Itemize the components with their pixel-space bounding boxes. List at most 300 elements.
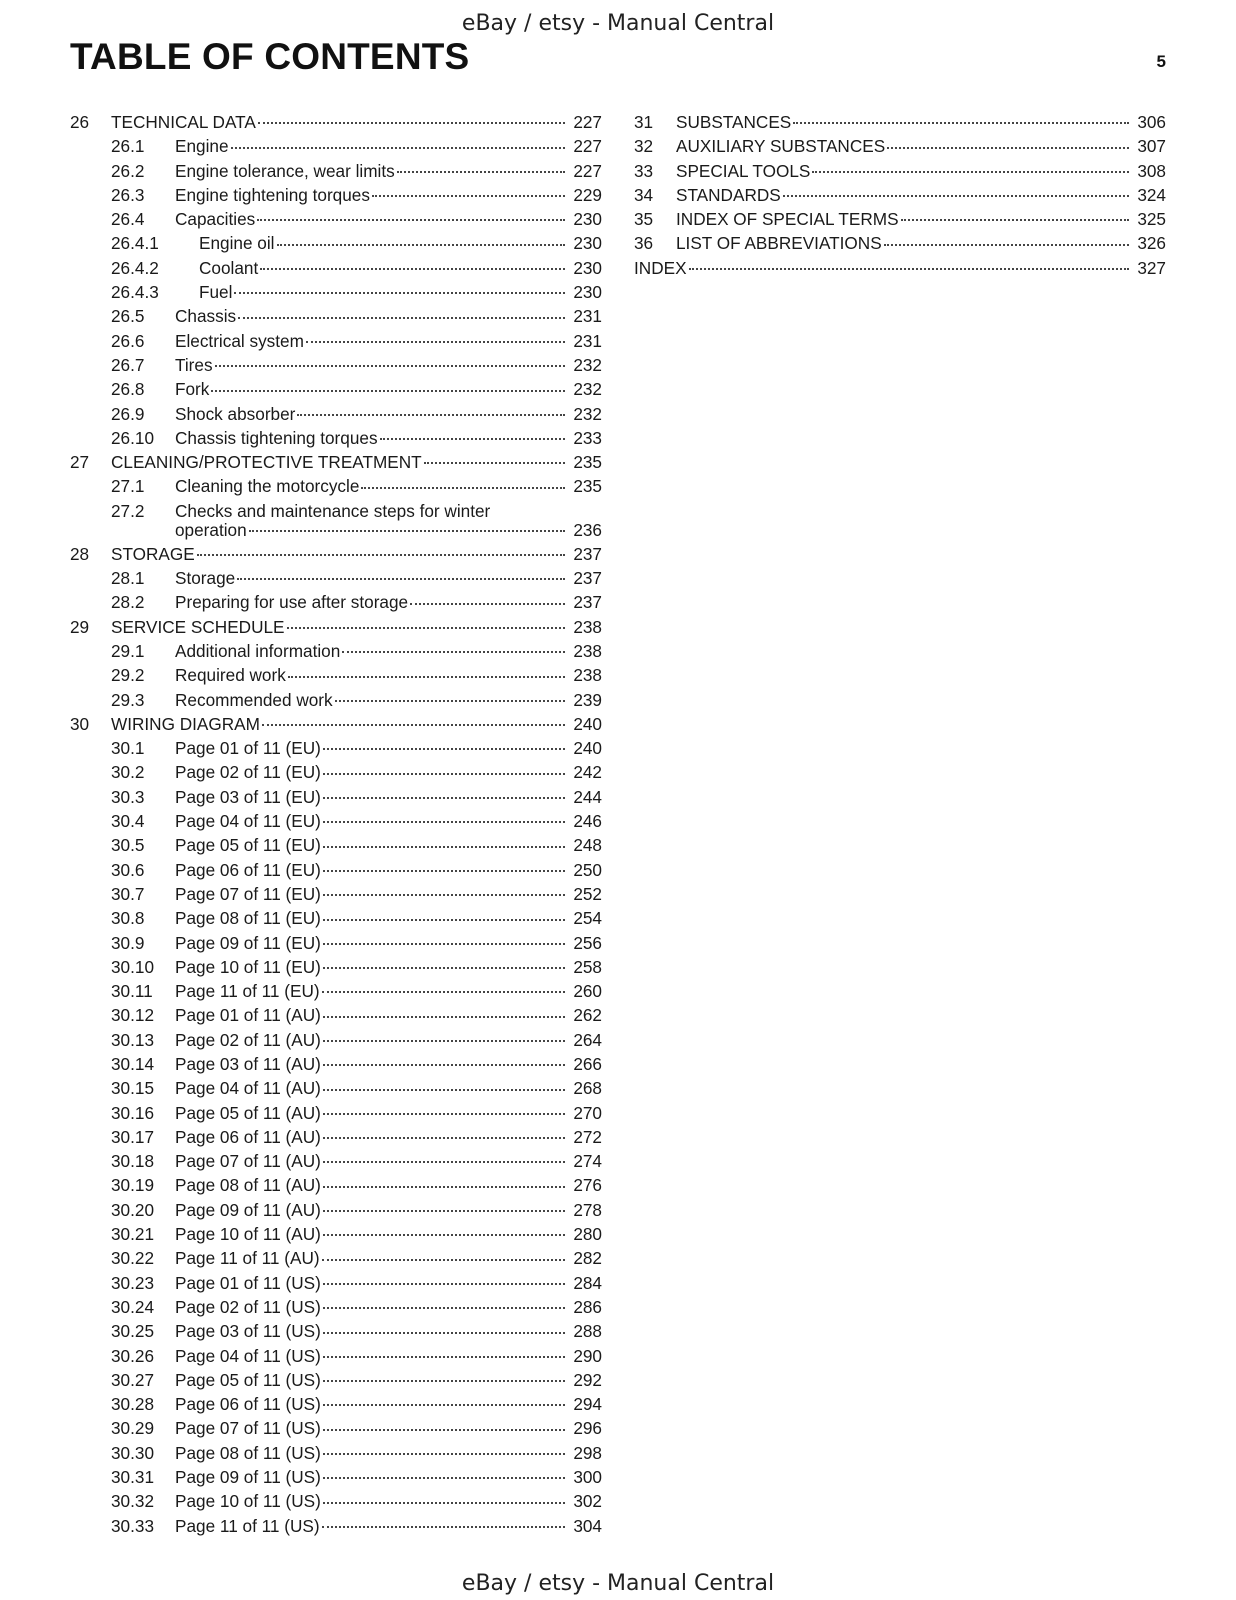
toc-entry-title: Engine — [175, 136, 229, 157]
dot-leader — [380, 437, 565, 440]
toc-entry-number: 30.31 — [111, 1467, 155, 1488]
toc-entry-page: 296 — [573, 1418, 602, 1439]
toc-entry[interactable] — [70, 712, 602, 736]
toc-entry[interactable] — [70, 1319, 602, 1343]
toc-entry-title: SUBSTANCES — [676, 112, 792, 132]
toc-entry-title: Page 11 of 11 (AU) — [175, 1248, 320, 1269]
toc-entry-title: Page 05 of 11 (US) — [175, 1369, 321, 1390]
toc-entry[interactable] — [70, 590, 602, 614]
toc-entry[interactable] — [70, 183, 602, 207]
toc-entry[interactable] — [70, 542, 602, 566]
toc-entry[interactable] — [634, 110, 1166, 134]
dot-leader — [257, 218, 565, 221]
toc-entry-title: Cleaning the motorcycle — [175, 476, 360, 497]
toc-entry-number: 30.17 — [111, 1126, 155, 1147]
toc-entry-title: operation — [175, 519, 247, 540]
toc-entry[interactable] — [70, 1465, 602, 1489]
toc-entry-title: Capacities — [175, 209, 256, 230]
toc-entry-page: 258 — [573, 956, 602, 977]
dot-leader — [323, 1136, 565, 1139]
dot-leader — [323, 918, 565, 921]
dot-leader — [323, 1015, 565, 1018]
toc-entry[interactable] — [70, 1028, 602, 1052]
dot-leader — [884, 243, 1129, 246]
toc-entry-title: Page 03 of 11 (US) — [175, 1321, 321, 1342]
toc-entry[interactable] — [70, 566, 602, 590]
dot-leader — [322, 1258, 565, 1261]
toc-entry-number: 30.26 — [111, 1345, 155, 1366]
toc-entry-page: 300 — [573, 1467, 602, 1488]
toc-entry-number: 26.4 — [111, 209, 145, 230]
toc-entry[interactable] — [70, 1149, 602, 1173]
toc-entry-page: 292 — [573, 1369, 602, 1390]
toc-entry-number: 34 — [634, 184, 654, 205]
toc-entry-title: CLEANING/PROTECTIVE TREATMENT — [111, 452, 422, 473]
toc-entry-page: 304 — [573, 1515, 602, 1536]
toc-entry-number: 30.16 — [111, 1102, 155, 1123]
toc-entry-page: 232 — [573, 379, 602, 400]
toc-entry-title-line1: Checks and maintenance steps for winter — [175, 500, 491, 521]
toc-entry-title: INDEX — [634, 257, 687, 278]
toc-entry-title: Page 02 of 11 (AU) — [175, 1029, 321, 1050]
toc-entry[interactable] — [70, 1003, 602, 1027]
dot-leader — [277, 243, 566, 246]
toc-entry[interactable] — [70, 1222, 602, 1246]
toc-entry-number: 30.15 — [111, 1078, 155, 1099]
dot-leader — [258, 121, 565, 124]
toc-entry[interactable] — [70, 760, 602, 784]
toc-entry-title: Storage — [175, 568, 236, 589]
toc-entry-title: Page 06 of 11 (AU) — [175, 1126, 321, 1147]
toc-entry[interactable] — [70, 979, 602, 1003]
toc-entry-page: 238 — [573, 640, 602, 661]
toc-entry-title: SPECIAL TOOLS — [676, 160, 811, 181]
toc-entry-number: 36 — [634, 233, 654, 254]
toc-entry-number: 30.5 — [111, 835, 145, 856]
toc-entry-page: 250 — [573, 859, 602, 880]
toc-entry-number: 26.2 — [111, 160, 145, 181]
toc-entry-number: 30.2 — [111, 762, 145, 783]
toc-entry[interactable] — [70, 353, 602, 377]
toc-entry-number: 30.8 — [111, 908, 145, 929]
toc-entry[interactable] — [70, 231, 602, 255]
toc-entry[interactable] — [70, 615, 602, 639]
toc-entry-title: WIRING DIAGRAM — [111, 713, 260, 734]
toc-entry-title: Engine tolerance, wear limits — [175, 160, 395, 181]
toc-entry-title: Shock absorber — [175, 403, 296, 424]
dot-leader — [231, 146, 565, 149]
toc-entry[interactable] — [70, 1416, 602, 1440]
toc-entry-page: 232 — [573, 354, 602, 375]
toc-entry-page: 282 — [573, 1248, 602, 1269]
dot-leader — [323, 1331, 565, 1334]
toc-entry-title: Fork — [175, 379, 210, 400]
toc-entry-title: TECHNICAL DATA — [111, 112, 256, 132]
toc-entry-title: Page 01 of 11 (EU) — [175, 738, 321, 759]
dot-leader — [215, 364, 565, 367]
toc-entry-number: 30.28 — [111, 1394, 155, 1415]
toc-entry-page: 288 — [573, 1321, 602, 1342]
toc-entry-number: 27.1 — [111, 476, 145, 497]
toc-entry[interactable] — [70, 1368, 602, 1392]
toc-entry[interactable] — [70, 1246, 602, 1270]
toc-entry-page: 326 — [1137, 233, 1166, 254]
toc-entry-page: 272 — [573, 1126, 602, 1147]
toc-entry-title: Page 11 of 11 (US) — [175, 1515, 320, 1536]
dot-leader — [689, 267, 1129, 270]
page-title: TABLE OF CONTENTS — [70, 36, 470, 77]
toc-entry-page: 242 — [573, 762, 602, 783]
dot-leader — [297, 413, 565, 416]
toc-entry-page: 227 — [573, 136, 602, 157]
toc-entry-page: 240 — [573, 738, 602, 759]
toc-entry-title: Page 08 of 11 (US) — [175, 1442, 321, 1463]
toc-entry-number: 30 — [70, 713, 90, 734]
toc-entry-number: 26.4.2 — [111, 257, 159, 278]
toc-entry-title: STANDARDS — [676, 184, 781, 205]
dot-leader — [323, 1452, 565, 1455]
dot-leader — [323, 1233, 565, 1236]
toc-entry[interactable] — [70, 809, 602, 833]
toc-entry-page: 230 — [573, 282, 602, 303]
toc-entry-number: 29 — [70, 616, 90, 637]
toc-entry[interactable] — [70, 1514, 602, 1538]
toc-entry-title: Page 04 of 11 (AU) — [175, 1078, 321, 1099]
toc-entry-page: 238 — [573, 665, 602, 686]
toc-entry-page: 230 — [573, 209, 602, 230]
toc-entry-number: 27.2 — [111, 500, 145, 521]
toc-entry-title: Page 07 of 11 (AU) — [175, 1151, 321, 1172]
dot-leader — [424, 461, 565, 464]
dot-leader — [323, 1160, 565, 1163]
toc-entry-number: 29.1 — [111, 640, 145, 661]
toc-entry[interactable] — [70, 474, 602, 498]
toc-entry-number: 33 — [634, 160, 654, 181]
toc-entry[interactable] — [70, 1441, 602, 1465]
toc-entry-title: Chassis — [175, 306, 237, 327]
toc-entry-title: Electrical system — [175, 330, 304, 351]
toc-entry[interactable] — [70, 304, 602, 328]
toc-entry-title: Page 02 of 11 (US) — [175, 1296, 321, 1317]
toc-entry-number: 30.22 — [111, 1248, 155, 1269]
toc-entry-title: Page 05 of 11 (EU) — [175, 835, 321, 856]
toc-entry-title: STORAGE — [111, 543, 195, 564]
toc-entry-number: 30.20 — [111, 1199, 155, 1220]
dot-leader — [322, 990, 565, 993]
toc-entry-page: 298 — [573, 1442, 602, 1463]
toc-entry-number: 30.1 — [111, 738, 145, 759]
toc-entry-number: 30.23 — [111, 1272, 155, 1293]
toc-entry-page: 308 — [1137, 160, 1166, 181]
toc-entry-number: 30.14 — [111, 1053, 155, 1074]
toc-entry[interactable] — [70, 688, 602, 712]
toc-entry-page: 270 — [573, 1102, 602, 1123]
toc-entry[interactable] — [70, 882, 602, 906]
toc-entry-page: 229 — [573, 184, 602, 205]
toc-entry-number: 26.4.1 — [111, 233, 159, 254]
toc-entry-number: 26.10 — [111, 427, 155, 448]
toc-entry-title: Page 03 of 11 (EU) — [175, 786, 321, 807]
dot-leader — [372, 194, 565, 197]
toc-entry-number: 28.1 — [111, 568, 145, 589]
toc-entry-title: Page 03 of 11 (AU) — [175, 1053, 321, 1074]
toc-entry-title: Page 05 of 11 (AU) — [175, 1102, 321, 1123]
dot-leader — [783, 194, 1129, 197]
toc-entry-title: Page 04 of 11 (EU) — [175, 811, 321, 832]
dot-leader — [323, 1282, 565, 1285]
toc-entry-title: AUXILIARY SUBSTANCES — [676, 136, 886, 157]
toc-entry-title: Fuel — [199, 282, 233, 303]
toc-entry-number: 30.3 — [111, 786, 145, 807]
toc-entry-page: 240 — [573, 713, 602, 734]
toc-entry-title: Page 04 of 11 (US) — [175, 1345, 321, 1366]
dot-leader — [323, 820, 565, 823]
toc-entry[interactable] — [634, 183, 1166, 207]
toc-entry-page: 248 — [573, 835, 602, 856]
toc-entry[interactable] — [70, 1076, 602, 1100]
toc-entry-number: 26.4.3 — [111, 282, 159, 303]
toc-entry-page: 252 — [573, 883, 602, 904]
toc-entry-title: Page 06 of 11 (US) — [175, 1394, 321, 1415]
toc-entry-title: Page 09 of 11 (EU) — [175, 932, 321, 953]
dot-leader — [323, 747, 565, 750]
toc-entry-page: 264 — [573, 1029, 602, 1050]
toc-entry-page: 274 — [573, 1151, 602, 1172]
toc-entry[interactable] — [70, 329, 602, 353]
toc-entry-page: 256 — [573, 932, 602, 953]
dot-leader — [260, 267, 565, 270]
toc-entry-page: 262 — [573, 1005, 602, 1026]
toc-entry-number: 30.19 — [111, 1175, 155, 1196]
dot-leader — [410, 602, 565, 605]
toc-entry-title: Page 11 of 11 (EU) — [175, 981, 320, 1002]
toc-entry-page: 254 — [573, 908, 602, 929]
toc-entry-page: 230 — [573, 257, 602, 278]
dot-leader — [238, 316, 565, 319]
toc-entry-title: Page 07 of 11 (EU) — [175, 883, 321, 904]
toc-entry-title: Page 06 of 11 (EU) — [175, 859, 321, 880]
toc-entry-number: 30.24 — [111, 1296, 155, 1317]
toc-entry[interactable] — [634, 207, 1166, 231]
toc-entry-number: 30.4 — [111, 811, 145, 832]
dot-leader — [323, 966, 565, 969]
toc-entry-page: 278 — [573, 1199, 602, 1220]
toc-entry-page: 325 — [1137, 209, 1166, 230]
toc-entry-number: 30.29 — [111, 1418, 155, 1439]
toc-entry-number: 28.2 — [111, 592, 145, 613]
dot-leader — [323, 845, 565, 848]
toc-entry-title: Coolant — [199, 257, 259, 278]
toc-entry-page: 235 — [573, 452, 602, 473]
dot-leader — [323, 942, 565, 945]
dot-leader — [887, 146, 1129, 149]
dot-leader — [323, 893, 565, 896]
toc-entry-page: 246 — [573, 811, 602, 832]
toc-entry-number: 30.10 — [111, 956, 155, 977]
toc-entry[interactable] — [70, 377, 602, 401]
toc-entry[interactable] — [70, 134, 602, 158]
toc-entry-page: 302 — [573, 1491, 602, 1512]
dot-leader — [211, 389, 565, 392]
toc-entry[interactable] — [70, 639, 602, 663]
toc-entry-number: 31 — [634, 112, 654, 132]
toc-entry[interactable] — [634, 231, 1166, 255]
toc-entry-number: 30.30 — [111, 1442, 155, 1463]
dot-leader — [335, 699, 565, 702]
toc-entry-page: 307 — [1137, 136, 1166, 157]
toc-entry[interactable] — [70, 499, 602, 542]
dot-leader — [323, 1403, 565, 1406]
dot-leader — [812, 170, 1129, 173]
toc-entry-number: 26.8 — [111, 379, 145, 400]
toc-entry-title: INDEX OF SPECIAL TERMS — [676, 209, 899, 230]
toc-entry[interactable] — [70, 402, 602, 426]
dot-leader — [323, 1063, 565, 1066]
toc-entry-number: 30.25 — [111, 1321, 155, 1342]
dot-leader — [323, 1306, 565, 1309]
dot-leader — [287, 626, 565, 629]
toc-entry-title: Engine tightening torques — [175, 184, 370, 205]
toc-entry-page: 238 — [573, 616, 602, 637]
toc-entry[interactable] — [70, 1489, 602, 1513]
toc-entry[interactable] — [634, 256, 1166, 280]
dot-leader — [262, 723, 565, 726]
toc-entry[interactable] — [70, 1295, 602, 1319]
toc-entry[interactable] — [70, 426, 602, 450]
toc-entry-page: 230 — [573, 233, 602, 254]
toc-entry-number: 29.2 — [111, 665, 145, 686]
toc-entry-page: 286 — [573, 1296, 602, 1317]
toc-entry-title: Page 08 of 11 (AU) — [175, 1175, 321, 1196]
toc-entry[interactable] — [70, 955, 602, 979]
toc-entry[interactable] — [70, 1344, 602, 1368]
toc-entry-title: Page 07 of 11 (US) — [175, 1418, 321, 1439]
toc-entry[interactable] — [70, 159, 602, 183]
toc-entry-title: Page 02 of 11 (EU) — [175, 762, 321, 783]
toc-entry-title: Page 01 of 11 (US) — [175, 1272, 321, 1293]
toc-entry-number: 26.1 — [111, 136, 145, 157]
dot-leader — [322, 1525, 565, 1528]
toc-entry[interactable] — [70, 1198, 602, 1222]
toc-entry-number: 26.9 — [111, 403, 145, 424]
dot-leader — [323, 1209, 565, 1212]
watermark-top: eBay / etsy - Manual Central — [461, 11, 775, 36]
toc-entry[interactable] — [70, 931, 602, 955]
toc-entry[interactable] — [70, 833, 602, 857]
toc-entry-page: 237 — [573, 592, 602, 613]
dot-leader — [306, 340, 565, 343]
toc-entry-page: 294 — [573, 1394, 602, 1415]
toc-entry-page: 290 — [573, 1345, 602, 1366]
toc-entry-page: 280 — [573, 1224, 602, 1245]
toc-entry[interactable] — [70, 207, 602, 231]
toc-entry[interactable] — [70, 736, 602, 760]
dot-leader — [323, 1428, 565, 1431]
toc-entry-title: SERVICE SCHEDULE — [111, 616, 285, 637]
toc-entry[interactable] — [70, 663, 602, 687]
dot-leader — [197, 553, 565, 556]
toc-entry[interactable] — [70, 1271, 602, 1295]
toc-entry-page: 268 — [573, 1078, 602, 1099]
toc-entry-title: LIST OF ABBREVIATIONS — [676, 233, 882, 254]
dot-leader — [342, 650, 565, 653]
dot-leader — [323, 1476, 565, 1479]
toc-entry-title: Recommended work — [175, 689, 333, 710]
toc-entry-number: 30.18 — [111, 1151, 155, 1172]
toc-entry-page: 260 — [573, 981, 602, 1002]
dot-leader — [249, 529, 565, 532]
toc-entry-title: Required work — [175, 665, 286, 686]
toc-entry[interactable] — [70, 280, 602, 304]
toc-entry-number: 30.9 — [111, 932, 145, 953]
dot-leader — [237, 577, 565, 580]
toc-entry-page: 266 — [573, 1053, 602, 1074]
page-number: 5 — [1156, 52, 1166, 71]
toc-entry-number: 30.27 — [111, 1369, 155, 1390]
toc-entry[interactable] — [634, 134, 1166, 158]
dot-leader — [323, 1355, 565, 1358]
toc-entry[interactable] — [70, 1173, 602, 1197]
toc-entry-title: Chassis tightening torques — [175, 427, 378, 448]
toc-entry[interactable] — [70, 450, 602, 474]
toc-entry-title: Tires — [175, 354, 213, 375]
toc-entry-title: Page 09 of 11 (US) — [175, 1467, 321, 1488]
toc-entry[interactable] — [70, 1125, 602, 1149]
toc-entry-title: Engine oil — [199, 233, 275, 254]
dot-leader — [397, 170, 565, 173]
watermark-bottom: eBay / etsy - Manual Central — [461, 1571, 775, 1596]
toc-entry[interactable] — [70, 1101, 602, 1125]
toc-entry[interactable] — [70, 110, 602, 134]
toc-entry-page: 239 — [573, 689, 602, 710]
toc-entry-number: 30.7 — [111, 883, 145, 904]
toc-entry[interactable] — [634, 159, 1166, 183]
toc-entry[interactable] — [70, 858, 602, 882]
toc-entry-page: 227 — [573, 112, 602, 132]
toc-entry-number: 29.3 — [111, 689, 145, 710]
dot-leader — [288, 675, 565, 678]
dot-leader — [323, 1501, 565, 1504]
toc-entry-page: 237 — [573, 568, 602, 589]
toc-entry-number: 32 — [634, 136, 654, 157]
toc-left-column — [70, 110, 602, 1538]
toc-entry-page: 231 — [573, 330, 602, 351]
toc-entry-number: 30.11 — [111, 981, 153, 1002]
toc-entry-title: Preparing for use after storage — [175, 592, 409, 613]
dot-leader — [323, 796, 565, 799]
toc-entry-number: 27 — [70, 452, 90, 473]
toc-entry[interactable] — [70, 256, 602, 280]
toc-entry-number: 26 — [70, 112, 90, 132]
toc-entry-page: 227 — [573, 160, 602, 181]
toc-entry-page: 244 — [573, 786, 602, 807]
toc-entry-title: Additional information — [175, 640, 341, 661]
toc-entry-page: 233 — [573, 427, 602, 448]
toc-entry[interactable] — [70, 785, 602, 809]
toc-entry-title: Page 09 of 11 (AU) — [175, 1199, 321, 1220]
dot-leader — [323, 772, 565, 775]
dot-leader — [793, 121, 1129, 124]
toc-entry-number: 30.12 — [111, 1005, 155, 1026]
toc-entry[interactable] — [70, 906, 602, 930]
toc-entry-number: 35 — [634, 209, 654, 230]
toc-entry-number: 26.7 — [111, 354, 145, 375]
dot-leader — [323, 1185, 565, 1188]
toc-entry[interactable] — [70, 1052, 602, 1076]
toc-right-column — [634, 110, 1166, 280]
toc-entry-number: 28 — [70, 543, 90, 564]
toc-entry[interactable] — [70, 1392, 602, 1416]
